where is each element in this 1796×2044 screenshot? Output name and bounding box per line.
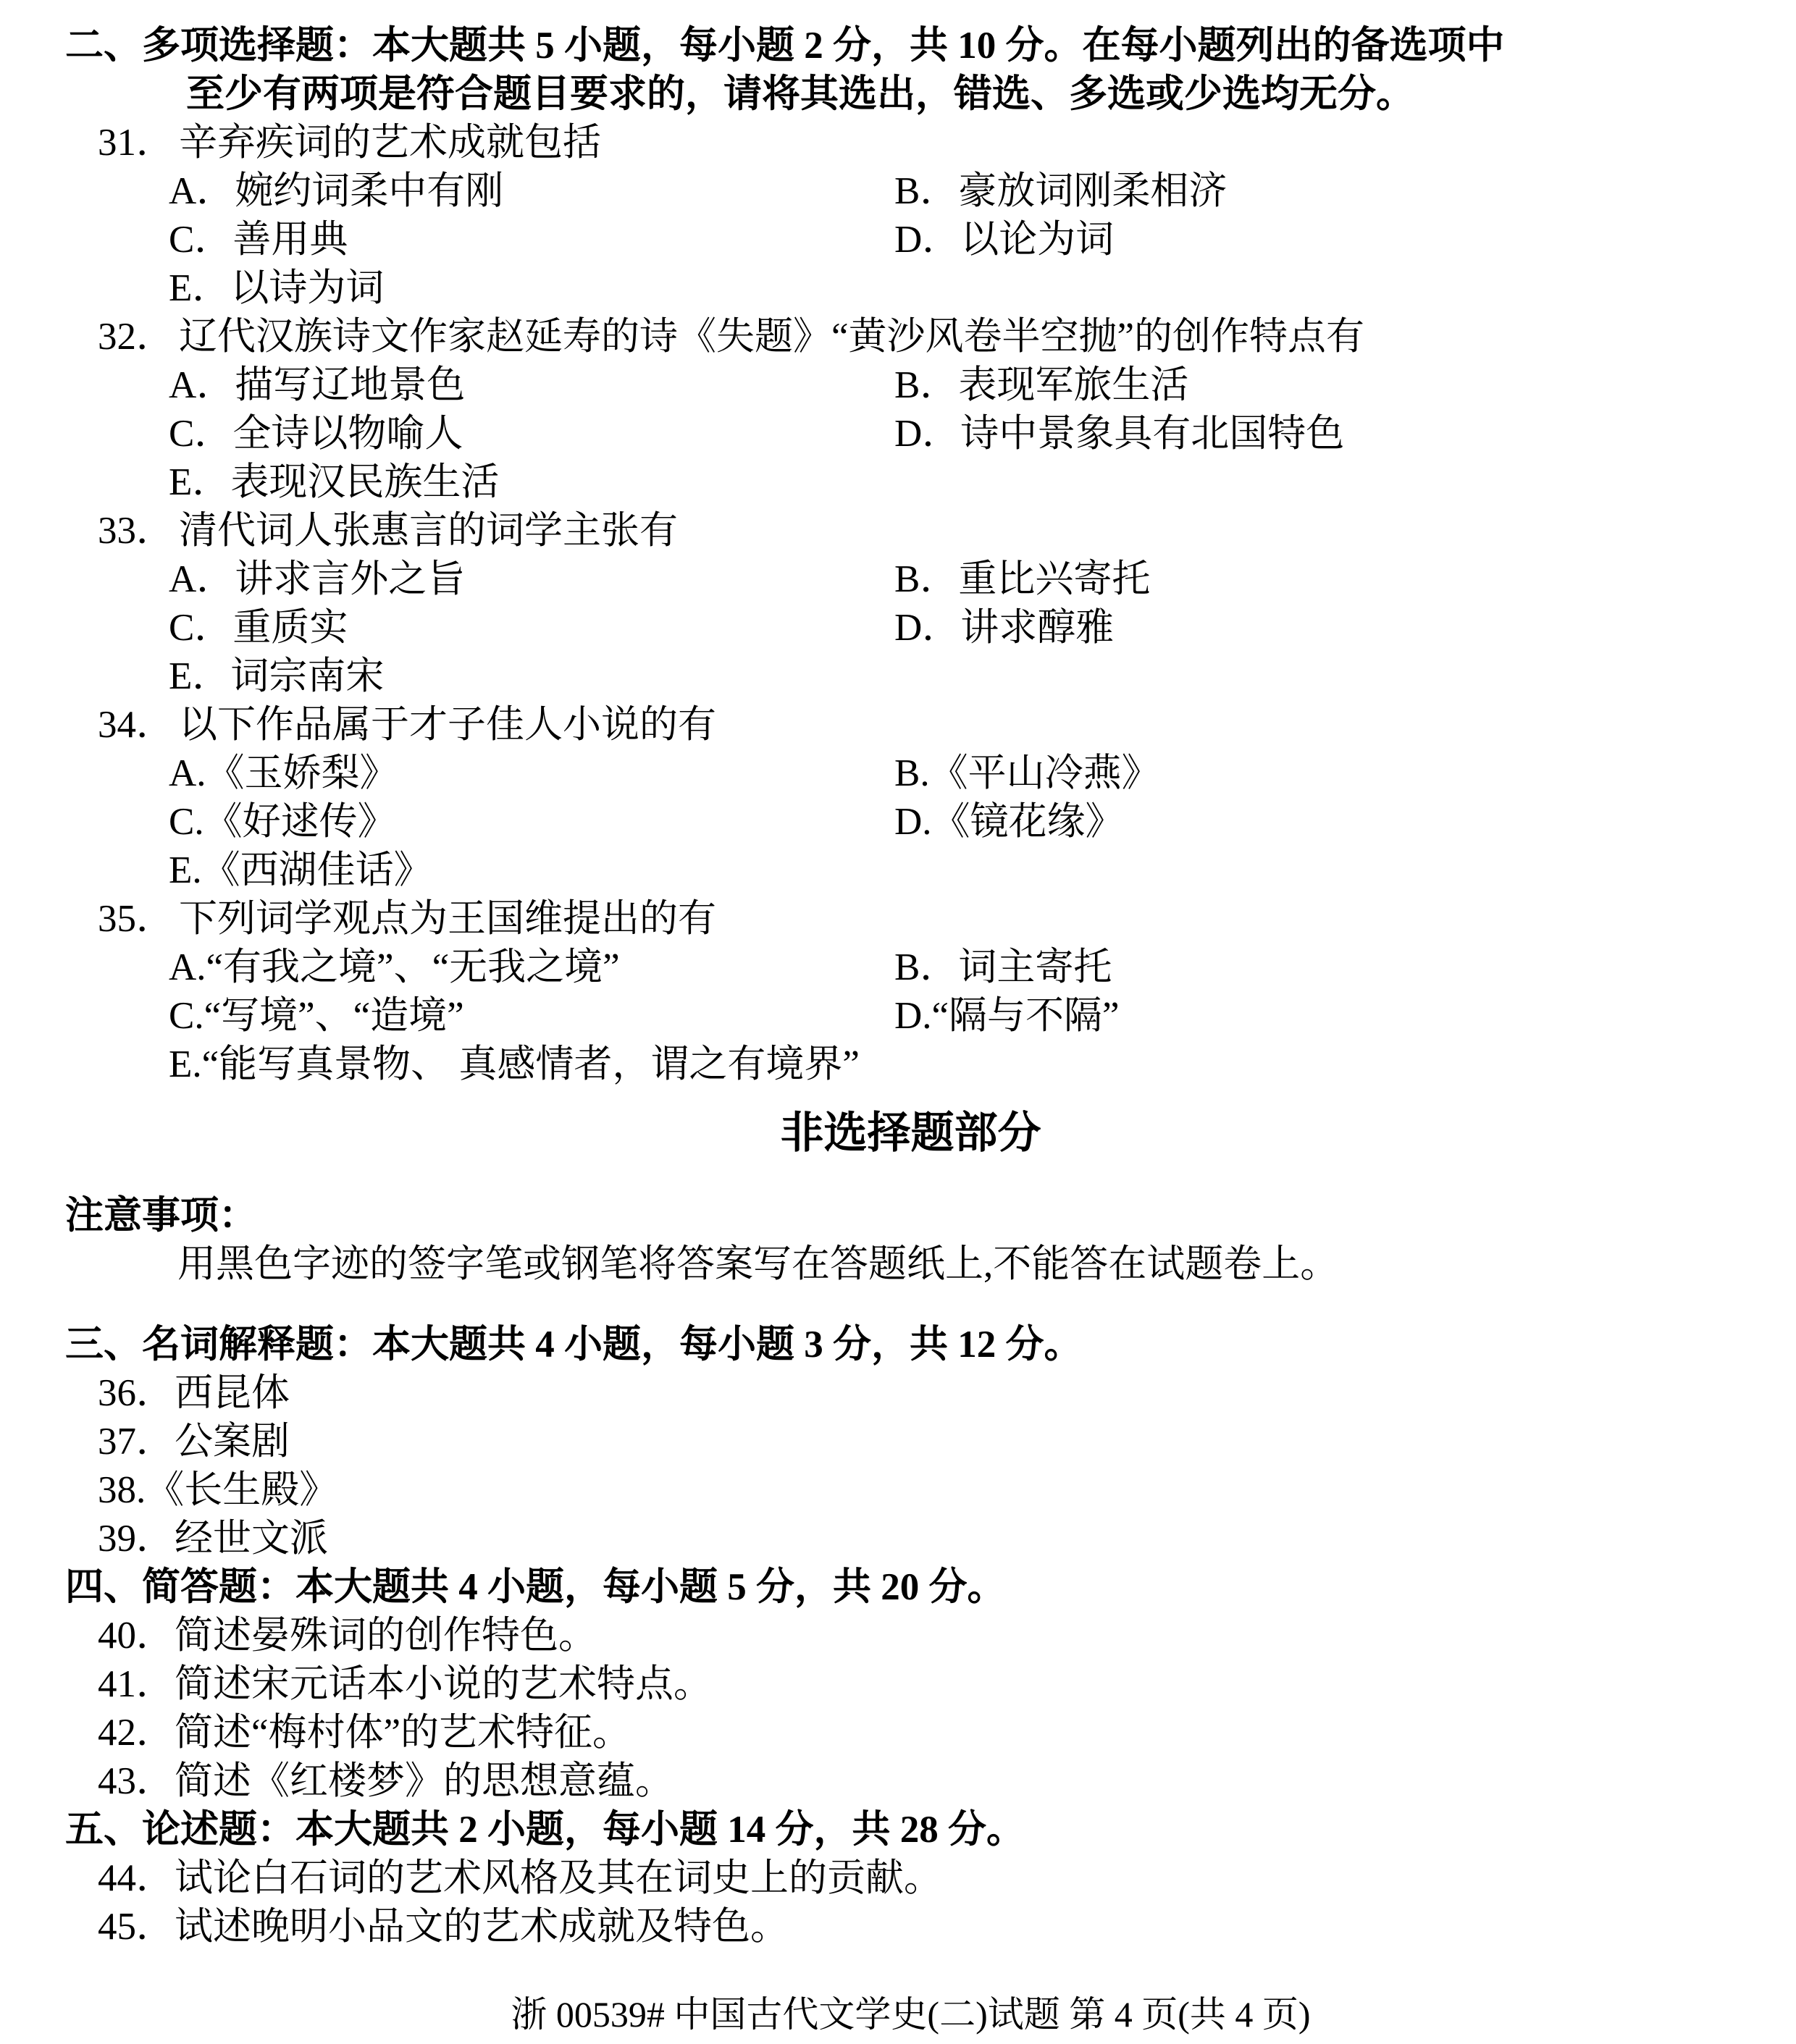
- term-item-38: 38.《长生殿》: [98, 1469, 338, 1511]
- options-grid: [169, 943, 1756, 1089]
- short-answer-item-43: 43．简述《红楼梦》的思想意蕴。: [98, 1760, 674, 1802]
- option-a: A．讲求言外之旨: [169, 558, 466, 600]
- essay-item-45: 45．试述晚明小品文的艺术成就及特色。: [98, 1906, 789, 1948]
- question-stem: [98, 119, 1756, 167]
- mcq-heading-line1: 二、多项选择题：本大题共 5 小题，每小题 2 分，共 10 分。在每小题列出的备选项中: [65, 25, 1505, 67]
- question-stem: [98, 701, 1756, 749]
- option-c: C．全诗以物喻人: [169, 413, 463, 455]
- option-d: D．讲求醇雅: [894, 607, 1115, 649]
- question-31: [65, 119, 1756, 313]
- nonselect-section-title: 非选择题部分: [780, 1109, 1041, 1157]
- question-number: 34．: [98, 704, 175, 746]
- question-number: 32．: [98, 316, 175, 358]
- section5-heading: 五、论述题：本大题共 2 小题，每小题 14 分，共 28 分。: [65, 1809, 1025, 1851]
- option-c: C．善用典: [169, 219, 348, 261]
- option-e: E.《西湖佳话》: [169, 849, 432, 891]
- question-text: 清代词人张惠言的词学主张有: [179, 510, 678, 552]
- question-text: 下列词学观点为王国维提出的有: [179, 898, 716, 940]
- term-item-36: 36．西昆体: [98, 1372, 290, 1414]
- option-b: B．重比兴寄托: [894, 558, 1151, 600]
- question-text: 以下作品属于才子佳人小说的有: [179, 704, 716, 746]
- option-d: D．以论为词: [894, 219, 1115, 261]
- essay-item-44: 44．试论白石词的艺术风格及其在词史上的贡献。: [98, 1857, 942, 1899]
- option-a: A．婉约词柔中有刚: [169, 170, 504, 212]
- option-a: A．描写辽地景色: [169, 364, 466, 406]
- question-35: [65, 895, 1756, 1089]
- short-answer-item-42: 42．简述“梅村体”的艺术特征。: [98, 1712, 631, 1754]
- option-d: D.《镜花缘》: [894, 801, 1124, 843]
- question-33: [65, 507, 1756, 701]
- term-item-39: 39．经世文派: [98, 1518, 328, 1560]
- question-stem: [98, 313, 1756, 361]
- option-e: E.“能写真景物、 真感情者，谓之有境界”: [169, 1043, 860, 1085]
- question-number: 33．: [98, 510, 175, 552]
- option-c: C.《好逑传》: [169, 801, 396, 843]
- section3-heading: 三、名词解释题：本大题共 4 小题，每小题 3 分，共 12 分。: [65, 1324, 1083, 1366]
- question-stem: [98, 895, 1756, 943]
- question-32: [65, 313, 1756, 507]
- option-a: A.“有我之境”、“无我之境”: [169, 946, 620, 988]
- notice-body: 用黑色字迹的签字笔或钢笔将答案写在答题纸上,不能答在试题卷上。: [177, 1243, 1339, 1285]
- question-text: 辽代汉族诗文作家赵延寿的诗《失题》“黄沙风卷半空抛”的创作特点有: [179, 316, 1365, 358]
- option-e: E．词宗南宋: [169, 655, 385, 697]
- question-number: 35．: [98, 898, 175, 940]
- question-stem: [98, 507, 1756, 555]
- option-e: E．以诗为词: [169, 267, 385, 309]
- question-number: 31．: [98, 122, 175, 164]
- option-c: C.“写境”、“造境”: [169, 995, 464, 1037]
- page-footer: 浙 00539# 中国古代文学史(二)试题 第 4 页(共 4 页): [511, 1994, 1311, 2035]
- term-item-37: 37．公案剧: [98, 1421, 290, 1463]
- option-b: B.《平山冷燕》: [894, 752, 1160, 794]
- options-grid: [169, 361, 1756, 507]
- option-b: B．豪放词刚柔相济: [894, 170, 1228, 212]
- option-e: E．表现汉民族生活: [169, 461, 500, 503]
- option-c: C．重质实: [169, 607, 348, 649]
- notice-title: 注意事项：: [65, 1195, 257, 1237]
- question-text: 辛弃疾词的艺术成就包括: [179, 122, 601, 164]
- option-b: B．词主寄托: [894, 946, 1112, 988]
- question-34: [65, 701, 1756, 895]
- options-grid: [169, 749, 1756, 895]
- options-grid: [169, 167, 1756, 313]
- option-d: D．诗中景象具有北国特色: [894, 413, 1345, 455]
- option-a: A.《玉娇梨》: [169, 752, 398, 794]
- short-answer-item-40: 40．简述晏殊词的创作特色。: [98, 1615, 597, 1657]
- short-answer-item-41: 41．简述宋元话本小说的艺术特点。: [98, 1663, 712, 1705]
- section4-heading: 四、简答题：本大题共 4 小题，每小题 5 分，共 20 分。: [65, 1566, 1006, 1608]
- mcq-heading-line2: 至少有两项是符合题目要求的，请将其选出，错选、多选或少选均无分。: [186, 73, 1414, 115]
- option-d: D.“隔与不隔”: [894, 995, 1120, 1037]
- option-b: B．表现军旅生活: [894, 364, 1189, 406]
- options-grid: [169, 555, 1756, 701]
